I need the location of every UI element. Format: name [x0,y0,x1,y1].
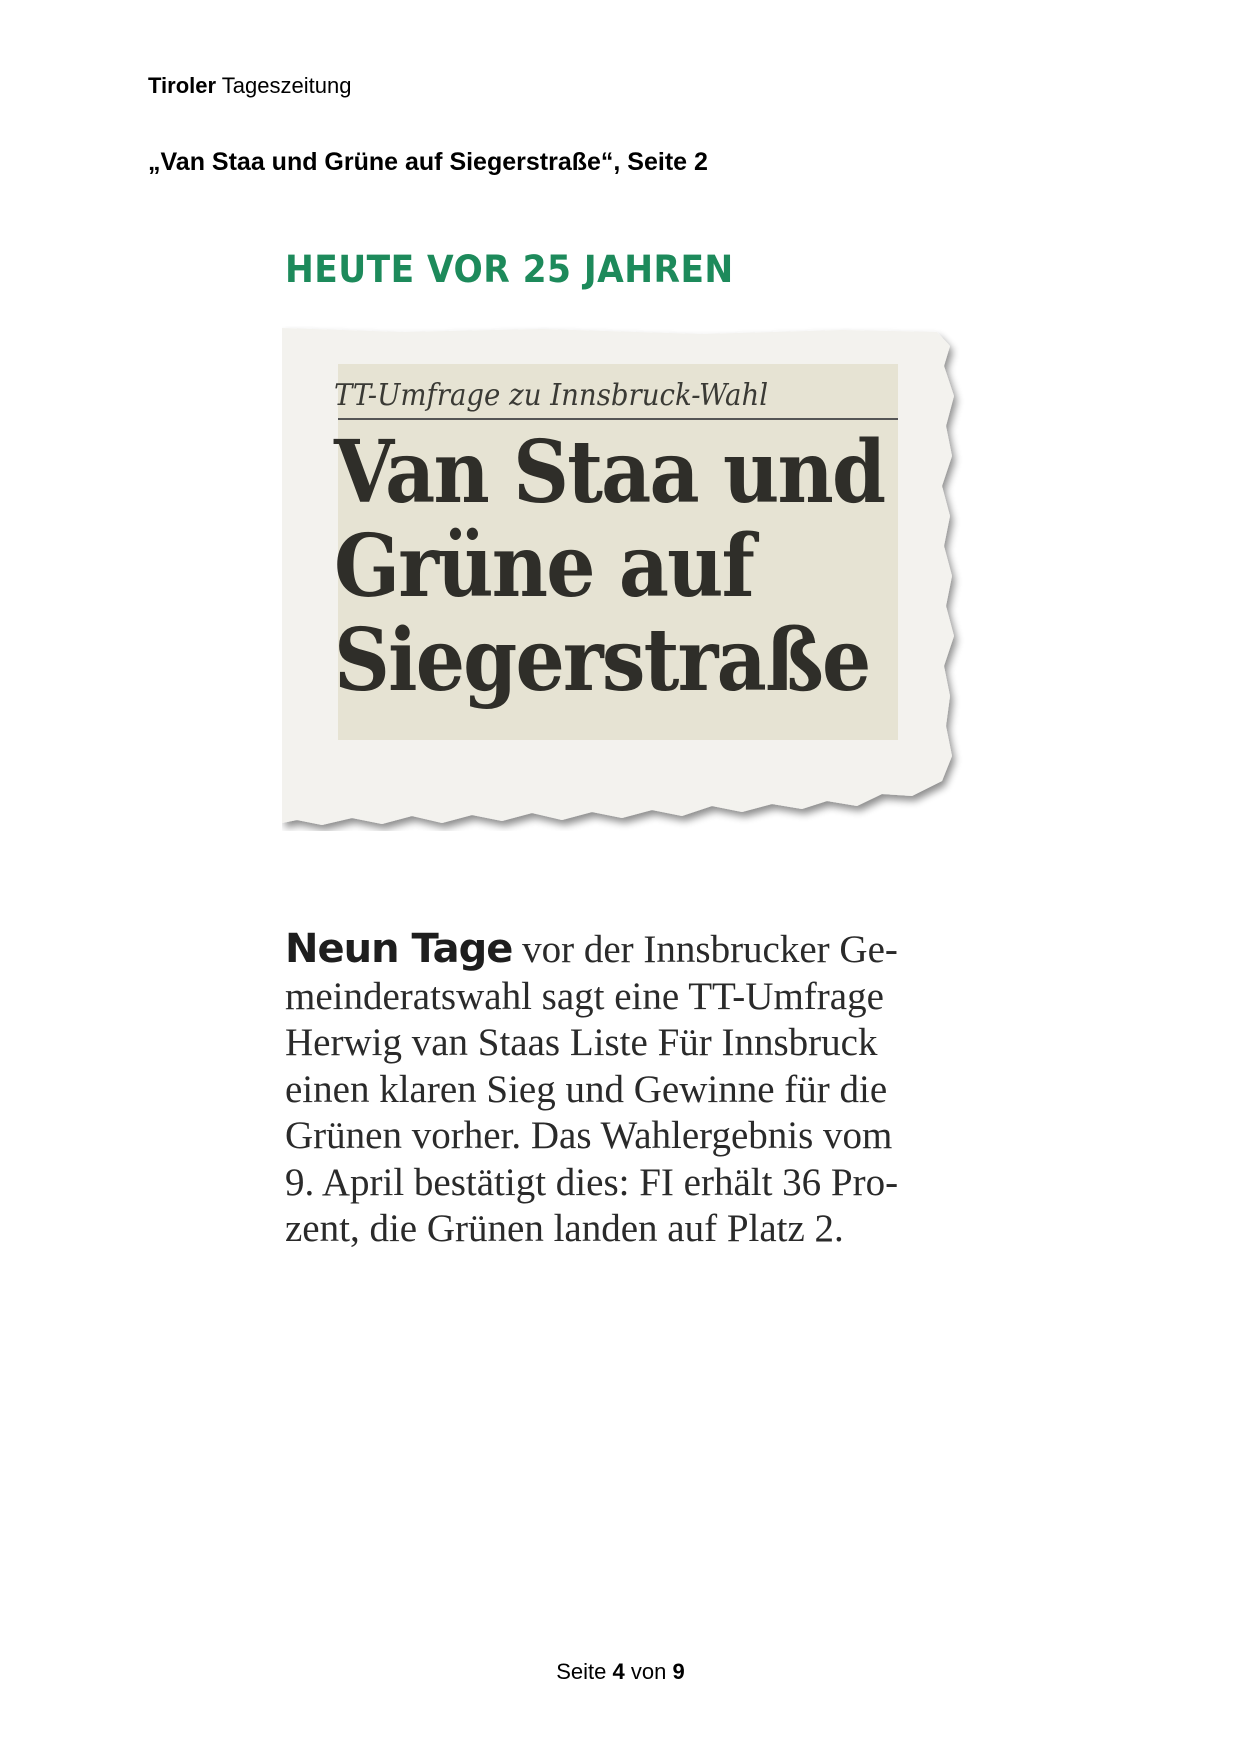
clipping-headline [334,422,885,711]
document-header [148,73,351,99]
footer-current-page: 4 [612,1659,625,1684]
page-footer [0,1659,1241,1685]
article-line: 9. April bestätigt dies: FI erhält 36 Pro- [285,1160,899,1204]
publisher-name-bold: Tiroler [148,73,217,98]
article-line: einen klaren Sieg und Gewinne für die [285,1067,888,1111]
article-text [285,926,975,1253]
clipping-kicker: TT-Umfrage zu Innsbruck-Wahl [334,378,769,413]
rubric-heading: HEUTE VOR 25 JAHREN [285,248,734,291]
clipping-headline-line: Van Staa und [334,422,885,523]
clipping-headline-line: Grüne auf [334,516,754,617]
article-line: Grünen vorher. Das Wahlergebnis vom [285,1114,893,1157]
document-title: „Van Staa und Grüne auf Siegerstraße“, Seite 2 [148,148,708,176]
footer-total-pages: 9 [672,1659,685,1684]
kicker-divider [338,418,898,420]
article-line: Herwig van Staas Liste Für Innsbruck [285,1021,878,1064]
footer-middle: von [630,1659,667,1684]
article-line: zent, die Grünen landen auf Platz 2. [285,1207,844,1250]
publisher-name-regular: Tageszeitung [221,73,352,98]
article-line: meinderatswahl sagt eine TT-Umfrage [285,974,884,1018]
clipping-headline-line: Siegerstraße [334,610,870,711]
article-line [285,926,975,974]
newspaper-clipping [282,326,972,831]
article-line-text: vor der Innsbrucker Ge- [512,928,898,971]
footer-prefix: Seite [556,1659,607,1684]
article-lead: Neun Tage [285,926,513,972]
